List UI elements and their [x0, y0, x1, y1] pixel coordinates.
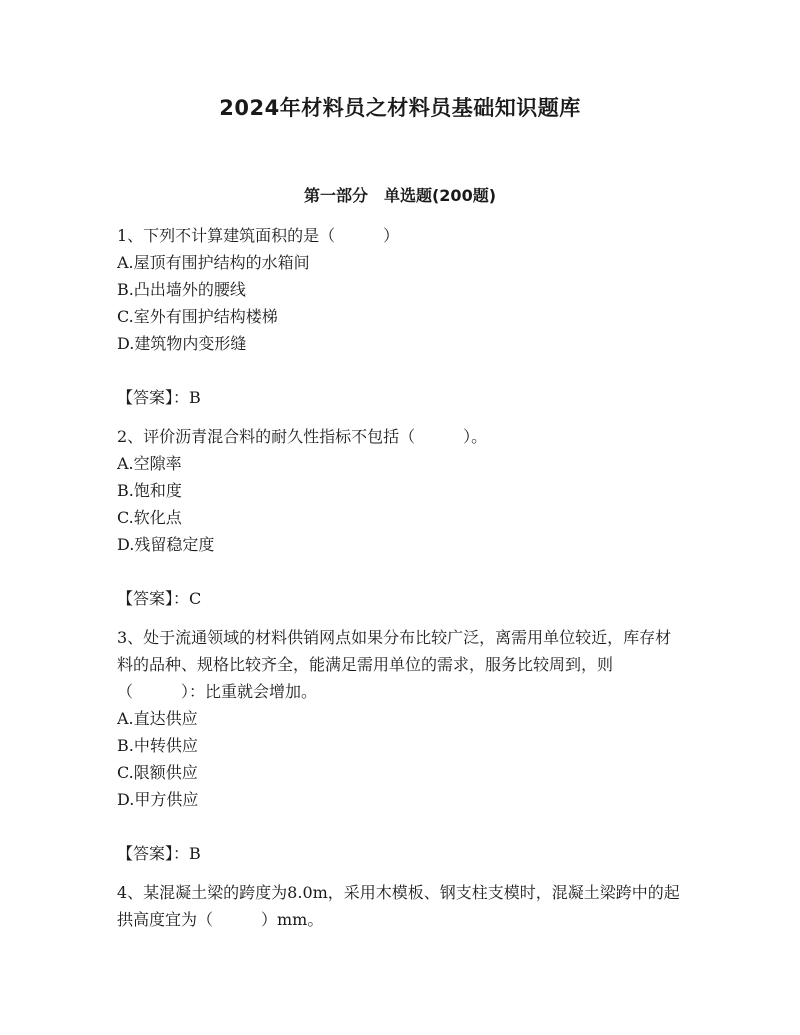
option-c: C.限额供应 [117, 763, 198, 782]
option-d: D.残留稳定度 [117, 535, 215, 554]
question-stem: 4、某混凝土梁的跨度为8.0m，采用木模板、钢支柱支模时，混凝土梁跨中的起拱高度宜为（ ）mm。 [117, 883, 680, 929]
option-d: D.建筑物内变形缝 [117, 334, 247, 353]
option-b: B.饱和度 [117, 481, 182, 500]
question-2 [117, 423, 687, 612]
option-b: B.凸出墙外的腰线 [117, 280, 246, 299]
question-stem: 2、评价沥青混合料的耐久性指标不包括（ ）。 [117, 427, 488, 446]
answer-line: 【答案】：C [117, 589, 202, 608]
question-1 [117, 222, 687, 411]
option-a: A.空隙率 [117, 454, 182, 473]
section-heading: 第一部分 单选题(200题) [303, 186, 497, 205]
document-title: 2024年材料员之材料员基础知识题库 [219, 96, 581, 120]
option-d: D.甲方供应 [117, 790, 199, 809]
option-c: C.软化点 [117, 508, 182, 527]
option-a: A.直达供应 [117, 709, 198, 728]
question-stem: 1、下列不计算建筑面积的是（ ） [117, 226, 400, 245]
answer-line: 【答案】：B [117, 388, 201, 407]
option-a: A.屋顶有围护结构的水箱间 [117, 253, 310, 272]
option-b: B.中转供应 [117, 736, 198, 755]
question-stem: 3、处于流通领域的材料供销网点如果分布比较广泛，离需用单位较近，库存材料的品种、规格比较齐全，能满足需用单位的需求，服务比较周到，则（ ）：比重就会增加。 [117, 628, 672, 701]
option-c: C.室外有围护结构楼梯 [117, 307, 278, 326]
question-3 [117, 624, 687, 867]
answer-line: 【答案】：B [117, 844, 201, 863]
question-list [117, 222, 687, 933]
question-4 [117, 879, 687, 933]
